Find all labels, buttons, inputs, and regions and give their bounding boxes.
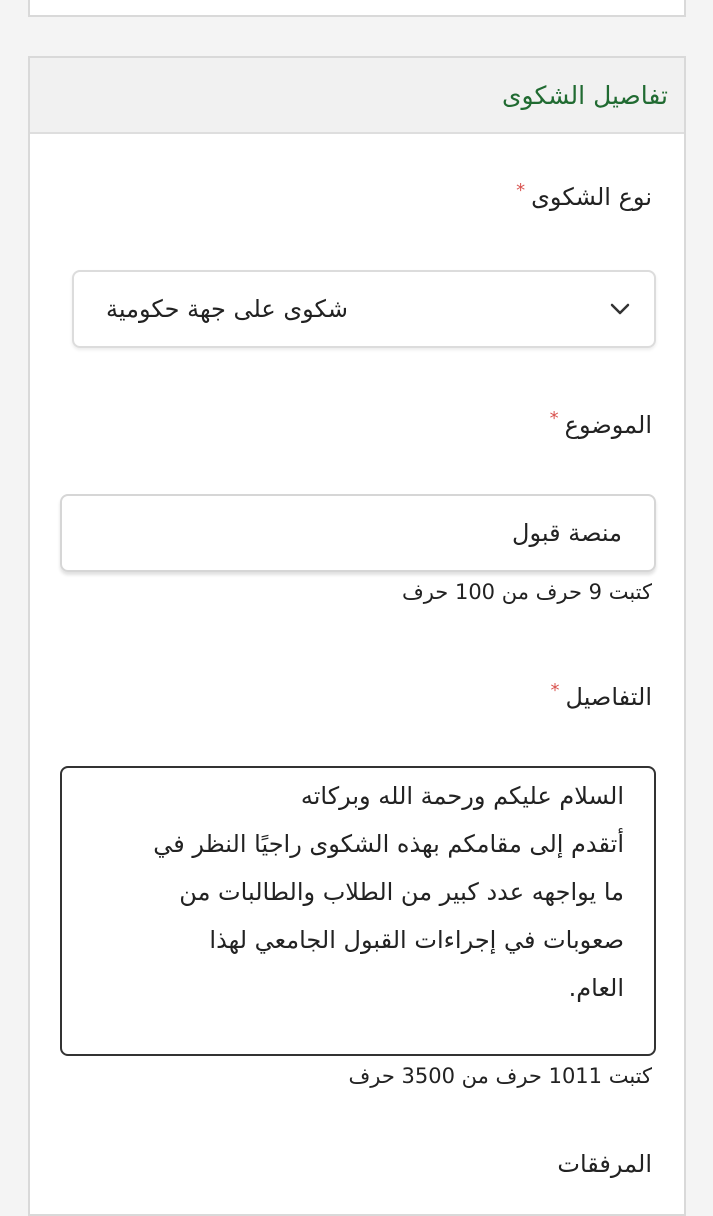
complaint-type-label-text: نوع الشكوى (531, 183, 652, 211)
card-header (30, 58, 684, 134)
complaint-type-select[interactable] (72, 270, 656, 348)
details-label (551, 680, 652, 711)
details-textarea[interactable] (60, 766, 656, 1056)
attachments-label (557, 1150, 652, 1178)
section-title: تفاصيل الشكوى (501, 80, 668, 110)
attachments-label-text: المرفقات (557, 1150, 652, 1178)
details-char-counter: كتبت 1011 حرف من 3500 حرف (348, 1064, 652, 1088)
details-line: السلام عليكم ورحمة الله وبركاته (300, 782, 624, 810)
required-mark: * (516, 180, 526, 201)
details-label-text: التفاصيل (565, 683, 652, 711)
details-line: العام. (568, 974, 624, 1002)
details-line: صعوبات في إجراءات القبول الجامعي لهذا (209, 926, 624, 954)
required-mark: * (549, 408, 559, 429)
required-mark: * (550, 680, 560, 701)
chevron-down-icon (610, 302, 630, 316)
subject-label (550, 408, 652, 439)
complaint-type-label (516, 180, 652, 211)
details-line: أتقدم إلى مقامكم بهذه الشكوى راجيًا النظر في (153, 830, 624, 858)
complaint-details-card (28, 56, 686, 1216)
complaint-type-selected-value: شكوى على جهة حكومية (106, 295, 348, 323)
details-line: ما يواجهه عدد كبير من الطلاب والطالبات من (179, 878, 624, 906)
subject-char-counter: كتبت 9 حرف من 100 حرف (401, 580, 652, 604)
subject-input[interactable] (60, 494, 656, 572)
subject-input-value: منصة قبول (512, 519, 622, 547)
previous-section-card (28, 0, 686, 17)
subject-label-text: الموضوع (564, 411, 652, 439)
